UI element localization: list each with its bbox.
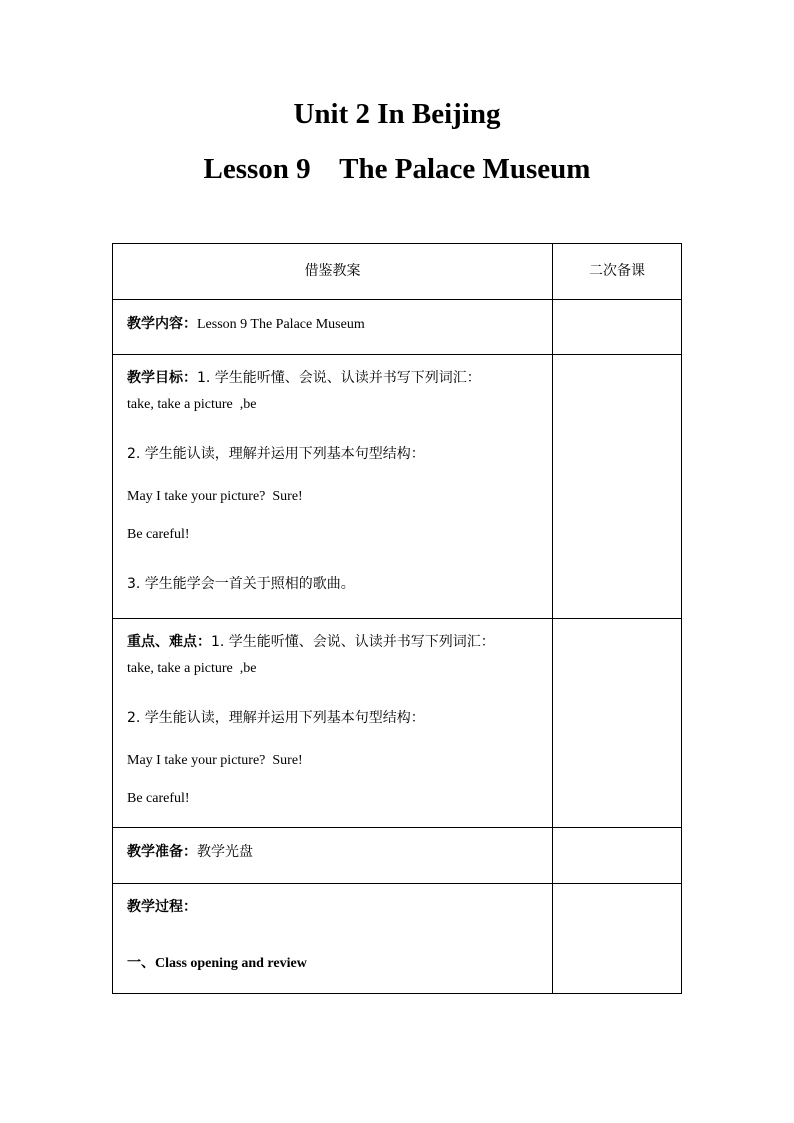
notes-cell: [553, 300, 682, 355]
process-cell: [113, 884, 553, 994]
table-row: [113, 300, 682, 355]
key-points-line: 2. 学生能认读，理解并运用下列基本句型结构：: [127, 710, 425, 726]
table-row: [113, 619, 682, 828]
table-row: [113, 828, 682, 884]
content-value: Lesson 9 The Palace Museum: [197, 317, 365, 332]
goals-line: May I take your picture? Sure!: [127, 489, 303, 504]
content-cell: [113, 300, 553, 355]
goals-line: 1. 学生能听懂、会说、认读并书写下列词汇：: [197, 370, 481, 386]
notes-cell: [553, 884, 682, 994]
notes-cell: [553, 355, 682, 619]
key-points-line: Be careful!: [127, 791, 190, 806]
key-points-line: May I take your picture? Sure!: [127, 753, 303, 768]
goals-line: 2. 学生能认读，理解并运用下列基本句型结构：: [127, 446, 425, 462]
step-title: Class opening and review: [155, 956, 307, 971]
preparation-label: 教学准备：: [127, 844, 197, 860]
table-row: [113, 355, 682, 619]
goals-cell: [113, 355, 553, 619]
lesson-plan-table: [112, 243, 682, 994]
key-points-cell: [113, 619, 553, 828]
key-points-line: 1. 学生能听懂、会说、认读并书写下列词汇：: [211, 634, 495, 650]
step-number: 一、: [127, 955, 155, 971]
header-second-prep: 二次备课: [553, 244, 682, 300]
lesson-title: Lesson 9 The Palace Museum: [203, 153, 591, 185]
content-label: 教学内容：: [127, 316, 197, 332]
table-header-row: [113, 244, 682, 300]
table-row: [113, 884, 682, 994]
header-reference-plan: 借鉴教案: [113, 244, 553, 300]
process-label: 教学过程：: [127, 899, 197, 915]
preparation-cell: [113, 828, 553, 884]
key-points-line: take, take a picture ,be: [127, 661, 257, 676]
document-title: Unit 2 In Beijing: [293, 98, 501, 130]
key-points-label: 重点、难点：: [127, 634, 211, 650]
goals-line: take, take a picture ,be: [127, 397, 257, 412]
goals-label: 教学目标：: [127, 370, 197, 386]
preparation-value: 教学光盘: [197, 844, 253, 860]
goals-line: Be careful!: [127, 527, 190, 542]
goals-line: 3. 学生能学会一首关于照相的歌曲。: [127, 576, 355, 592]
notes-cell: [553, 619, 682, 828]
notes-cell: [553, 828, 682, 884]
